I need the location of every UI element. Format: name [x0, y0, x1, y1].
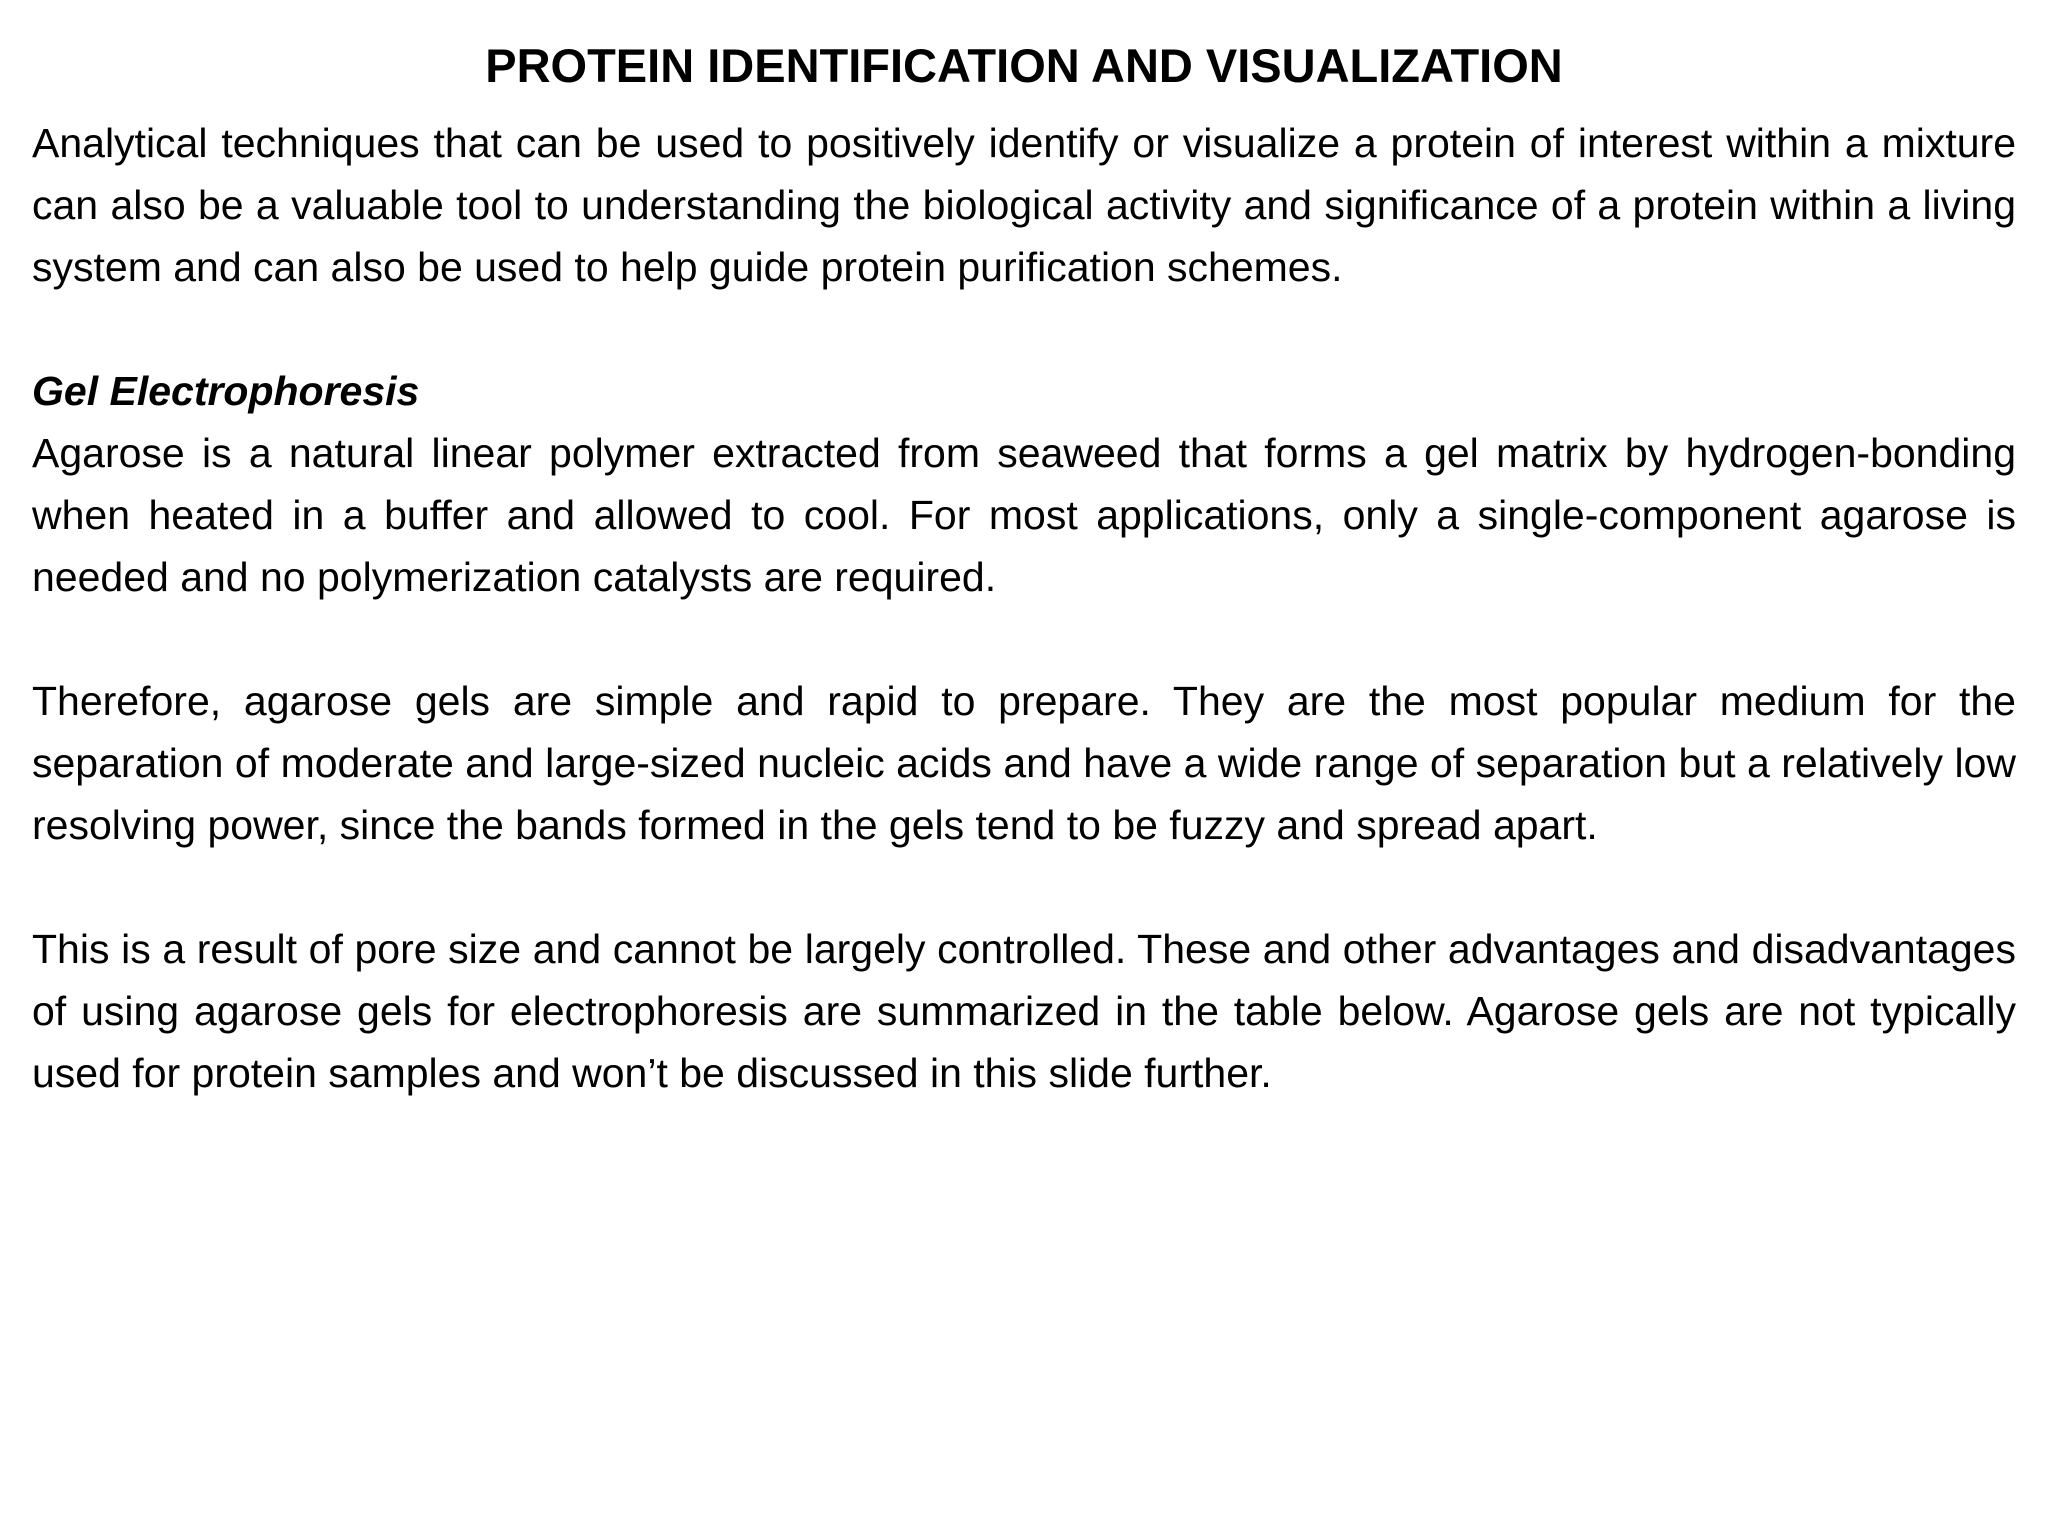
spacer — [32, 856, 2016, 918]
slide-title: PROTEIN IDENTIFICATION AND VISUALIZATION — [485, 39, 1563, 92]
spacer — [32, 608, 2016, 670]
agarose-properties-paragraph: Therefore, agarose gels are simple and rapid to prepare. They are the most popular medium for the separation of moderate and large-sized nucleic acids and have a wide range of separation but a relatively low resolving power, since the bands formed in the gels tend to be fuzzy and spread apart. — [32, 678, 2016, 848]
agarose-paragraph: Agarose is a natural linear polymer extracted from seaweed that forms a gel matrix by hydrogen-bonding when heated in a buffer and allowed to cool. For most applications, only a single-component agarose is needed and no polymerization catalysts are required. — [32, 430, 2016, 600]
section-heading: Gel Electrophoresis — [32, 368, 420, 414]
pore-size-paragraph: This is a result of pore size and cannot be largely controlled. These and other advantages and disadvantages of using agarose gels for electrophoresis are summarized in the table below. Agarose gels are not typically used for protein samples and won’t be discussed in this slide further. — [32, 926, 2016, 1096]
intro-paragraph: Analytical techniques that can be used to positively identify or visualize a protein of interest within a mixture can also be a valuable tool to understanding the biological activity and significance of a protein within a living system and can also be used to help guide protein purification schemes. — [32, 120, 2016, 290]
spacer — [32, 298, 2016, 360]
